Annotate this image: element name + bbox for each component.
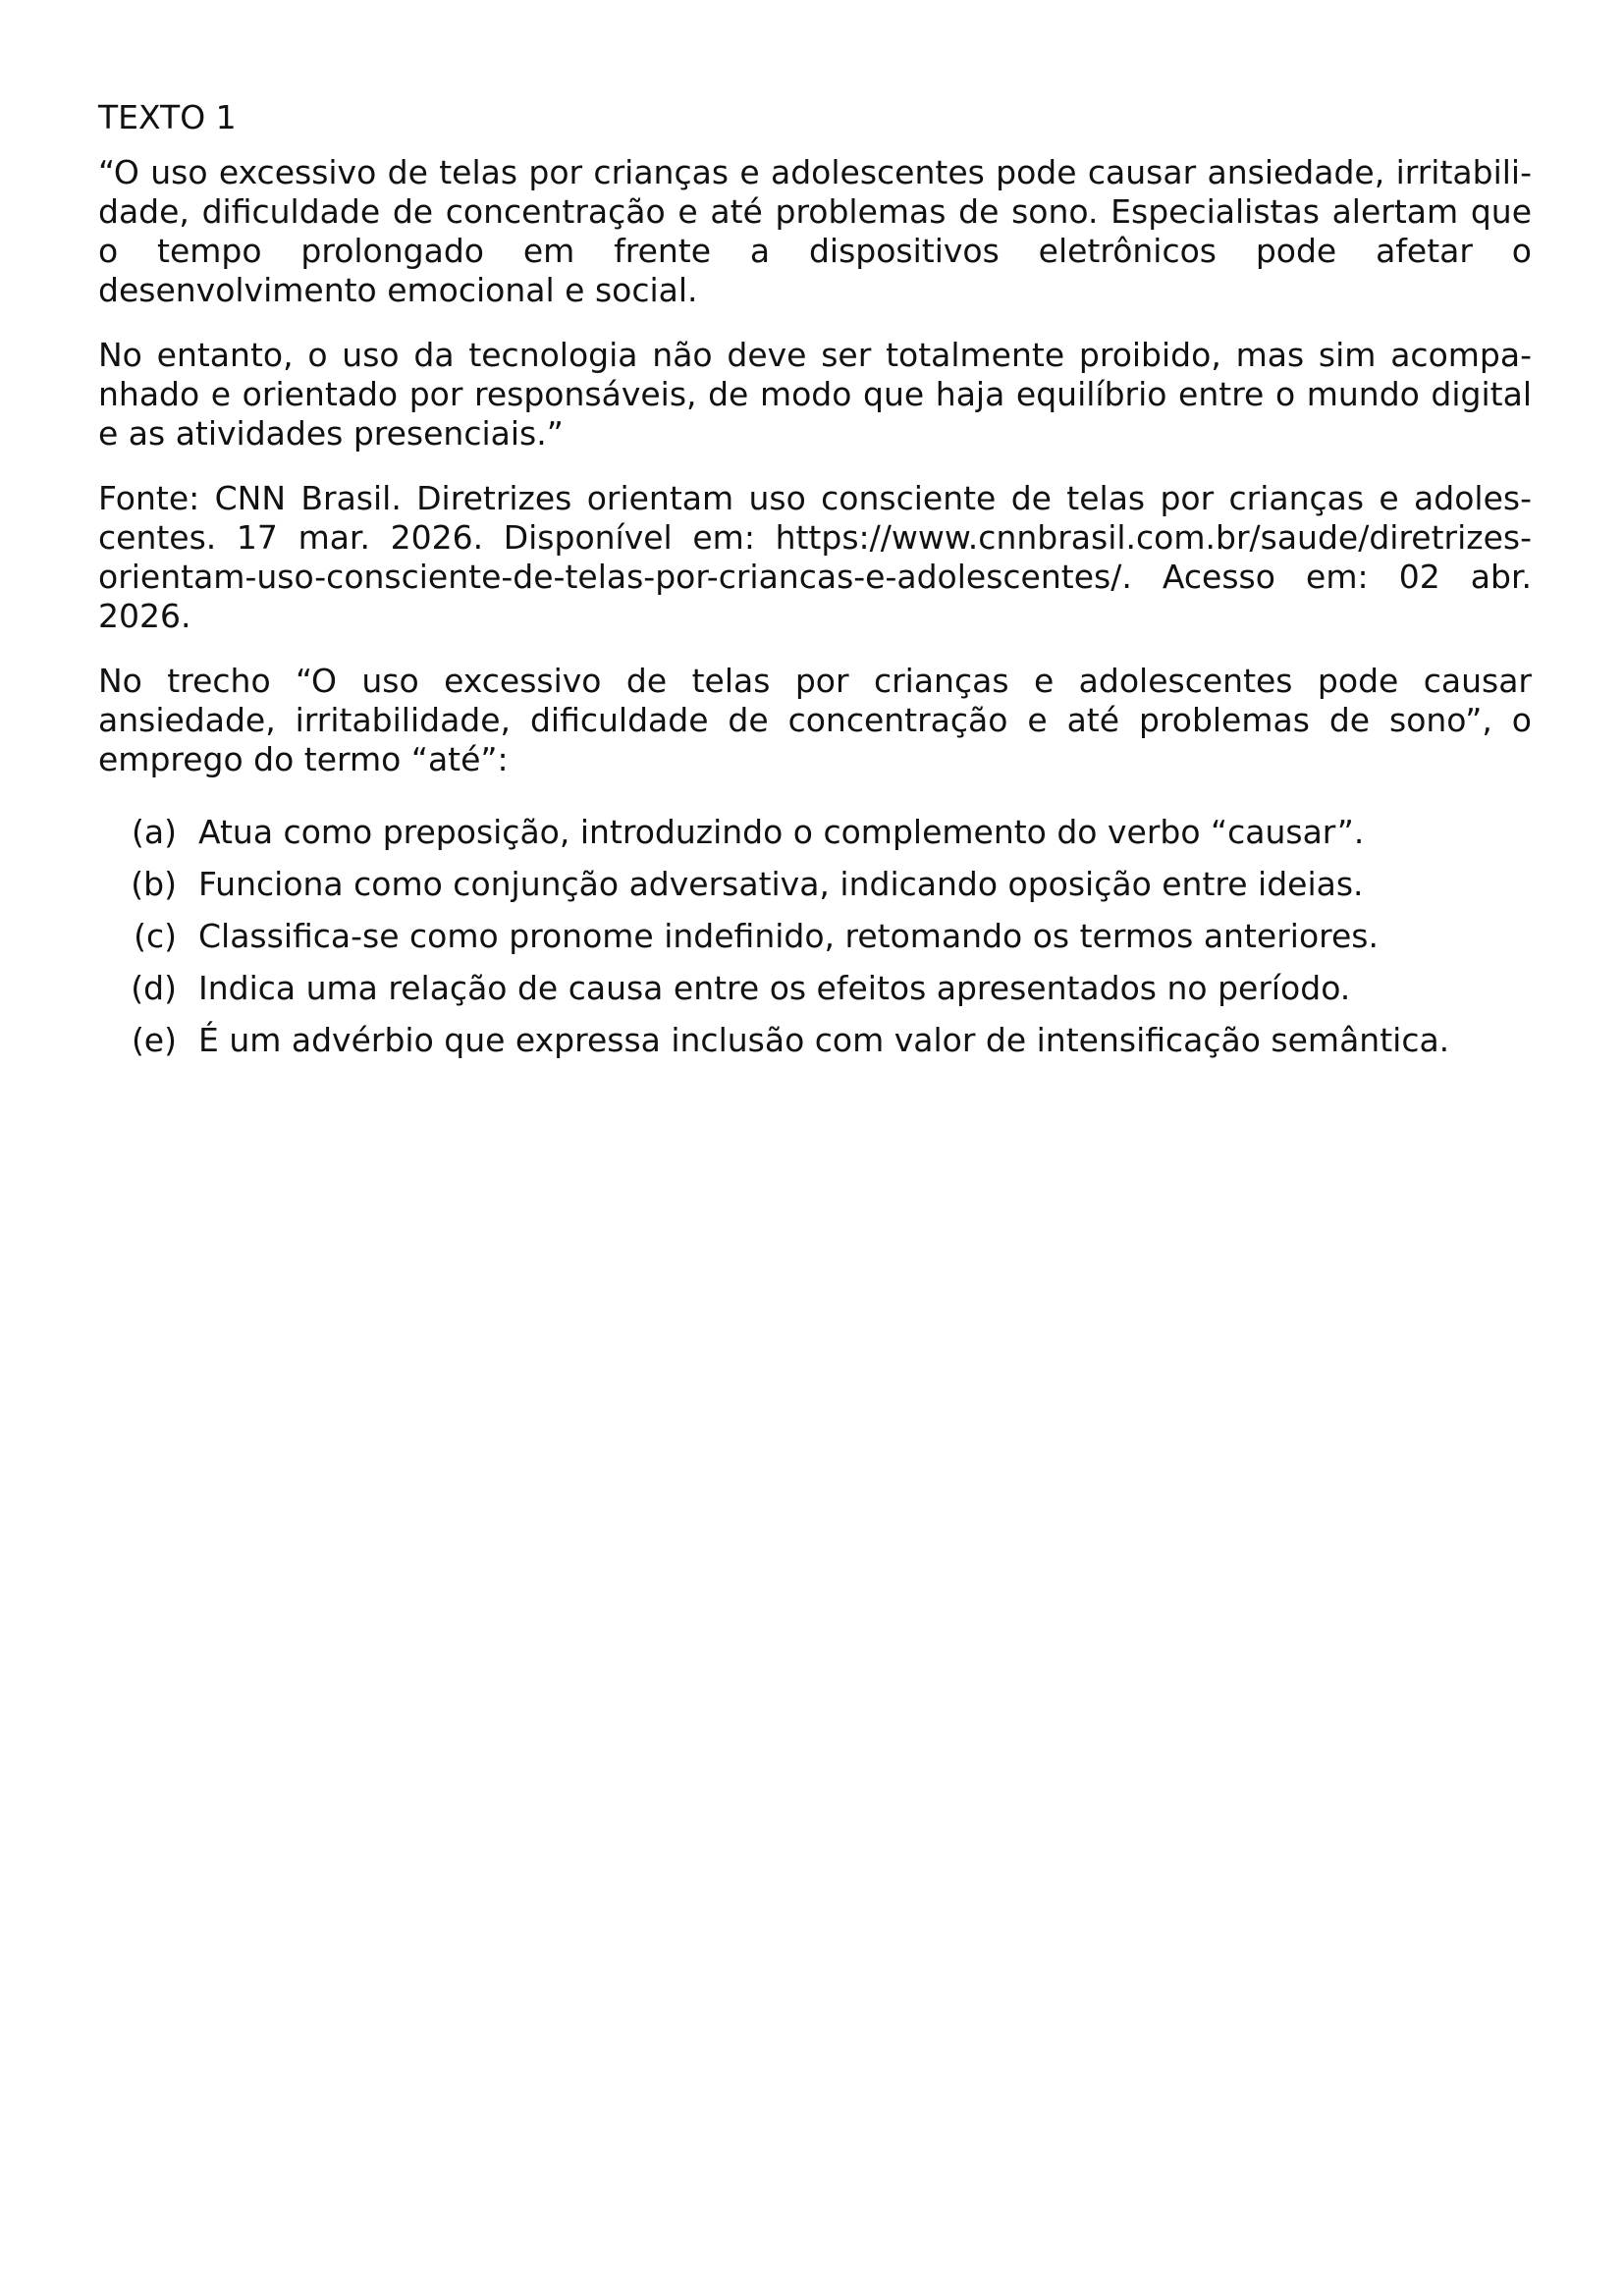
option-d[interactable] [98,969,1532,1008]
document-page [98,98,1532,1073]
option-letter: (a) [132,813,177,851]
option-text: Indica uma relação de causa entre os efeitos apresentados no período. [198,969,1351,1007]
quote-paragraph-1: “O uso excessivo de telas por crianças e adolescentes pode causar ansiedade, irritabilidade, dificuldade de concentração e até problemas de sono. Especialistas alertam que o tempo prolongado em frente a dispositivos eletrônicos pode afetar o desenvolvimento emocional e social. [98,153,1532,309]
option-letter: (c) [134,917,177,955]
option-text: Atua como preposição, introduzindo o complemento do verbo “causar”. [198,813,1365,851]
option-letter: (d) [131,969,177,1007]
section-heading: TEXTO 1 [98,98,237,136]
option-text: Funciona como conjunção adversativa, indicando oposição entre ideias. [198,865,1364,903]
option-b[interactable] [98,865,1532,904]
option-letter: (b) [131,865,177,903]
option-e[interactable] [98,1021,1532,1060]
answer-options [98,813,1532,1060]
option-text: É um advérbio que expressa inclusão com valor de intensificação semântica. [198,1021,1450,1059]
quote-paragraph-2: No entanto, o uso da tecnologia não deve ser totalmente proibido, mas sim acompanhado e orientado por responsáveis, de modo que haja equilíbrio entre o mundo digital e as atividades presenciais.” [98,336,1532,453]
source-citation: Fonte: CNN Brasil. Diretrizes orientam uso consciente de telas por crianças e adolescentes. 17 mar. 2026. Disponível em: https://www.cnnbrasil.com.br/saude/diretrizes-orientam-uso-consciente-de-telas-por-criancas-e-adolescentes/. Acesso em: 02 abr. 2026. [98,479,1532,635]
option-c[interactable] [98,917,1532,956]
option-text: Classifica-se como pronome indefinido, retomando os termos anteriores. [198,917,1379,955]
option-letter: (e) [131,1021,177,1059]
option-a[interactable] [98,813,1532,852]
question-stem: No trecho “O uso excessivo de telas por crianças e adolescentes pode causar ansiedade, irritabilidade, dificuldade de concentração e até problemas de sono”, o emprego do termo “até”: [98,662,1532,778]
